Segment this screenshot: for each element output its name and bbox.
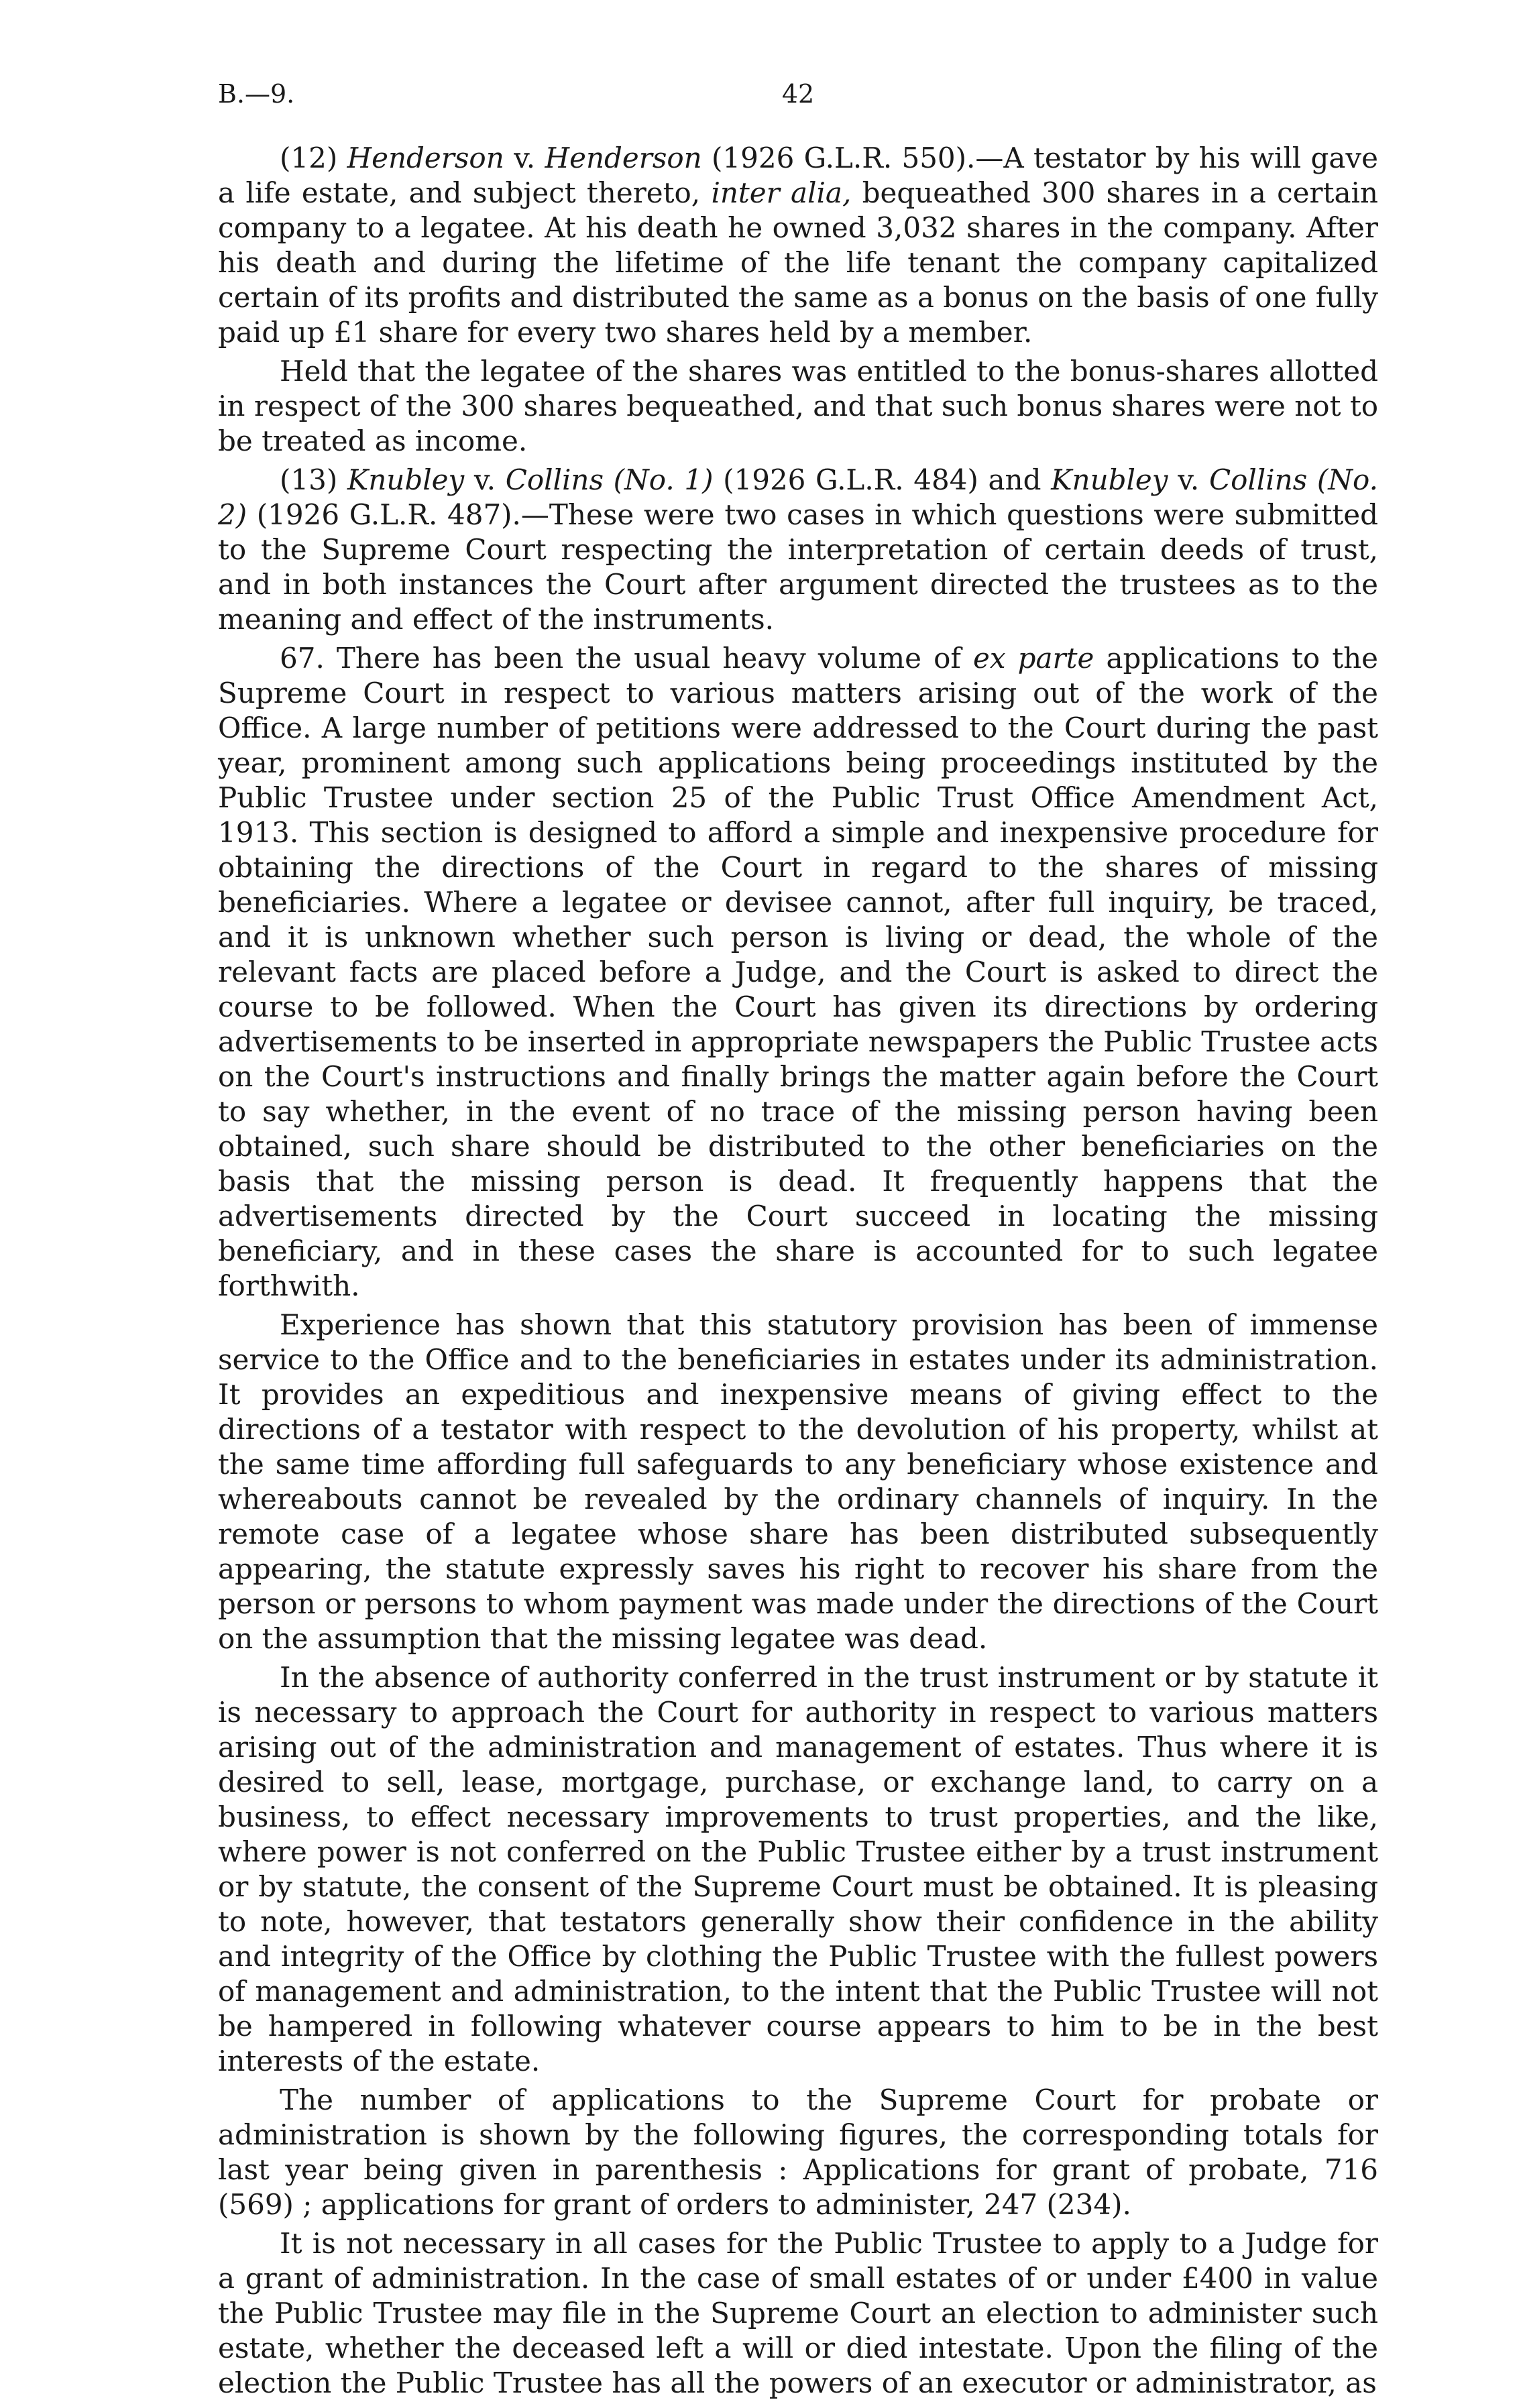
body-text [218, 141, 1378, 2401]
versus: v. [1178, 463, 1200, 496]
document-reference: B.—9. [218, 79, 295, 109]
italic-phrase: ex parte [973, 642, 1094, 675]
page-number: 42 [781, 79, 815, 109]
running-header [218, 79, 1378, 119]
paragraph-small-estates: It is not necessary in all cases for the Public Trustee to apply to a Judge for a grant of administration. In the case of small estates of or under £400 in value the Public Trustee may file in the Supreme Court an election to administer such estate, whether the deceased left a will or died intestate. Upon the filing of the election the Public Trustee has all the powers of an executor or administrator, as [218, 2227, 1378, 2399]
paragraph-67-ex-parte [218, 641, 1378, 1304]
paragraph-text: applications to the Supreme Court in respect to various matters arising out of the work of the Office. A large number of petitions were addressed to the Court during the past year, prominent among such applications being proceedings instituted by the Public Trustee under section 25 of the Public Trust Office Amendment Act, 1913. This section is designed to afford a simple and inexpensive procedure for obtaining the directions of the Court in regard to the shares of missing beneficiaries. Where a legatee or devisee cannot, after full inquiry, be traced, and it is unknown whether such person is living or dead, the whole of the relevant facts are placed before a Judge, and the Court is asked to direct the course to be followed. When the Court has given its directions by ordering advertisements to be inserted in appropriate newspapers the Public Trustee acts on the Court's instructions and finally brings the matter again before the Court to say whether, in the event of no trace of the missing person having been obtained, such share should be distributed to the other beneficiaries on the basis that the missing person is dead. It frequently happens that the advertisements directed by the Court succeed in locating the missing beneficiary, and in these cases the share is accounted for to such legatee forthwith. [218, 642, 1379, 1302]
case-number: (13) [280, 463, 338, 496]
case-name: Knubley [347, 463, 465, 496]
case-name: Collins (No. 2) [218, 463, 1378, 531]
versus: v. [473, 463, 496, 496]
paragraph-applications: The number of applications to the Supreme Court for probate or administration is shown by the following figures, the corresponding totals for last year being given in parenthesis : Applications for grant of probate, 716 (569) ; applications for grant of orders to administer, 247 (234). [218, 2083, 1378, 2221]
paragraph-knubley-cases [218, 463, 1378, 637]
document-page [218, 79, 1378, 2405]
case-name: Henderson [347, 141, 504, 174]
italic-phrase: inter alia, [711, 176, 852, 209]
case-name: Knubley [1051, 463, 1168, 496]
case-number: (12) [280, 141, 338, 174]
citation: (1926 G.L.R. 484) and [723, 463, 1041, 496]
case-name: Collins (No. 1) [505, 463, 714, 496]
paragraph-text: 67. There has been the usual heavy volume of [280, 642, 961, 675]
paragraph-text: bequeathed 300 shares in a certain company to a legatee. At his death he owned 3,032 shares in the company. After his death and during the lifetime of the life tenant the company capitalized certain of its profits and distributed the same as a bonus on the basis of one fully paid up £1 share for every two shares held by a member. [218, 176, 1378, 349]
paragraph-text: (1926 G.L.R. 487).—These were two cases in which questions were submitted to the Supreme Court respecting the interpretation of certain deeds of trust, and in both instances the Court after argument directed the trustees as to the meaning and effect of the instruments. [218, 498, 1378, 636]
paragraph-henderson-case [218, 141, 1378, 350]
case-name: Henderson [545, 141, 702, 174]
paragraph-experience: Experience has shown that this statutory provision has been of immense service to the Office and to the beneficiaries in estates under its administration. It provides an expeditious and inexpensive means of giving effect to the directions of a testator with respect to the devolution of his property, whilst at the same time affording full safeguards to any beneficiary whose existence and whereabouts cannot be revealed by the ordinary channels of inquiry. In the remote case of a legatee whose share has been distributed subsequently appearing, the statute expressly saves his right to recover his share from the person or persons to whom payment was made under the directions of the Court on the assumption that the missing legatee was dead. [218, 1308, 1378, 1655]
versus: v. [514, 141, 536, 174]
paragraph-held: Held that the legatee of the shares was entitled to the bonus-shares allotted in respect of the 300 shares bequeathed, and that such bonus shares were not to be treated as income. [218, 355, 1378, 457]
paragraph-text: (1926 G.L.R. 550).—A testator by his will gave a life estate, and subject thereto, [218, 141, 1378, 209]
paragraph-authority: In the absence of authority conferred in the trust instrument or by statute it is necessary to approach the Court for authority in respect to various matters arising out of the administration and management of estates. Thus where it is desired to sell, lease, mortgage, purchase, or exchange land, to carry on a business, to effect necessary improvements to trust properties, and the like, where power is not conferred on the Public Trustee either by a trust instrument or by statute, the consent of the Supreme Court must be obtained. It is pleasing to note, however, that testators generally show their confidence in the ability and integrity of the Office by clothing the Public Trustee with the fullest powers of management and administration, to the intent that the Public Trustee will not be hampered in following whatever course appears to him to be in the best interests of the estate. [218, 1661, 1378, 2077]
